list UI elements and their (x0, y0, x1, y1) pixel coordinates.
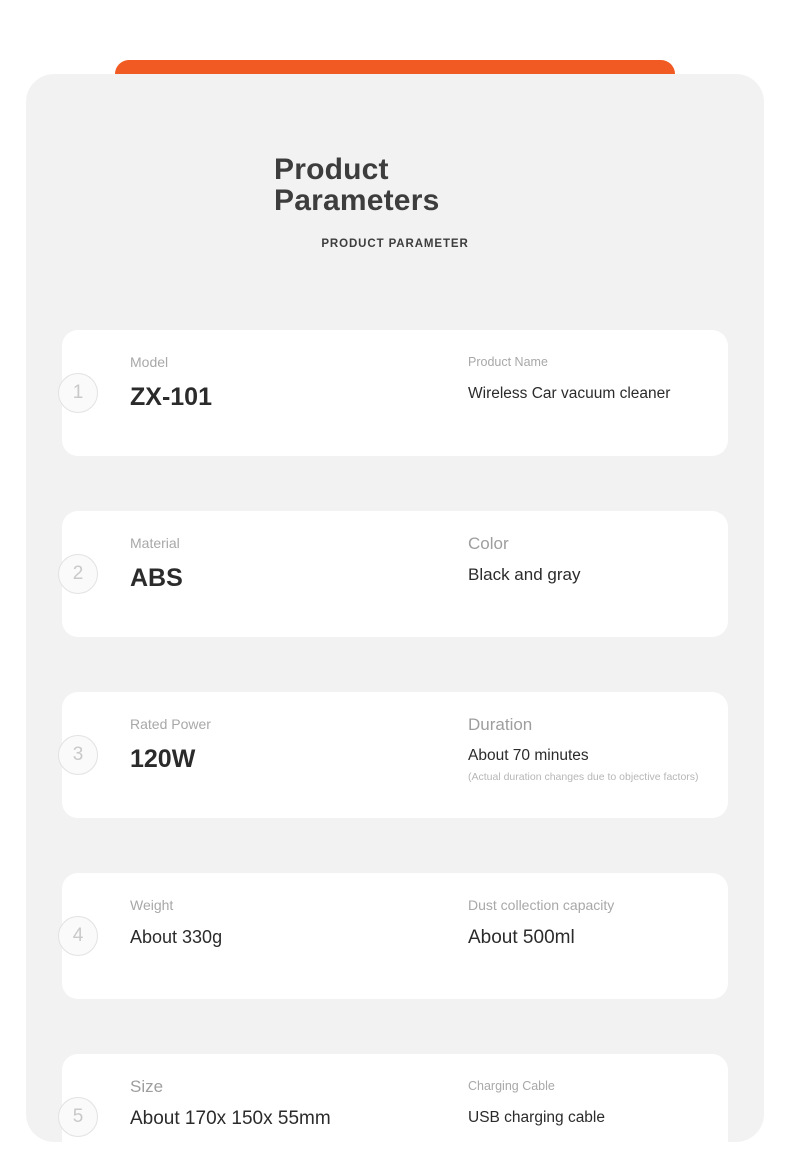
parameter-rows (26, 330, 764, 1170)
row-number: 1 (58, 373, 98, 413)
row-right-cell (468, 535, 758, 584)
table-row (62, 873, 728, 999)
parameter-value: About 330g (130, 927, 223, 947)
parameter-value: About 170x 150x 55mm (130, 1108, 331, 1129)
parameter-value: 120W (130, 745, 196, 773)
row-right-cell (468, 716, 758, 783)
parameter-label: Product Name (468, 355, 548, 369)
row-left-cell (130, 716, 430, 774)
row-left-cell (130, 1078, 430, 1130)
table-row (62, 1054, 728, 1170)
parameter-label: Duration (468, 715, 533, 734)
row-right-cell (468, 1078, 758, 1127)
parameter-value: Black and gray (468, 565, 581, 584)
page-title: Product Parameters (274, 153, 440, 217)
parameter-label: Dust collection capacity (468, 897, 615, 913)
row-number: 5 (58, 1097, 98, 1137)
parameter-label: Size (130, 1077, 164, 1096)
parameter-label: Model (130, 354, 169, 370)
parameter-value: About 70 minutes (468, 747, 589, 764)
table-row (62, 511, 728, 637)
parameter-value: USB charging cable (468, 1109, 605, 1126)
page-header (26, 154, 764, 250)
page-subtitle: PRODUCT PARAMETER (321, 238, 469, 250)
row-number: 3 (58, 735, 98, 775)
parameter-label: Rated Power (130, 716, 211, 732)
parameter-label: Charging Cable (468, 1079, 555, 1093)
parameter-label: Color (468, 534, 509, 553)
parameter-note: (Actual duration changes due to objective factors) (468, 771, 699, 783)
row-left-cell (130, 897, 430, 948)
parameter-value: Wireless Car vacuum cleaner (468, 385, 671, 402)
parameter-value: ABS (130, 564, 183, 592)
parameter-value: ZX-101 (130, 383, 212, 411)
row-right-cell (468, 354, 758, 403)
parameter-label: Material (130, 535, 180, 551)
parameters-panel (26, 74, 764, 1142)
table-row (62, 692, 728, 818)
row-left-cell (130, 354, 430, 412)
row-number: 4 (58, 916, 98, 956)
row-left-cell (130, 535, 430, 593)
row-number: 2 (58, 554, 98, 594)
row-right-cell (468, 897, 758, 949)
table-row (62, 330, 728, 456)
parameter-value: About 500ml (468, 927, 575, 948)
parameter-label: Weight (130, 897, 174, 913)
